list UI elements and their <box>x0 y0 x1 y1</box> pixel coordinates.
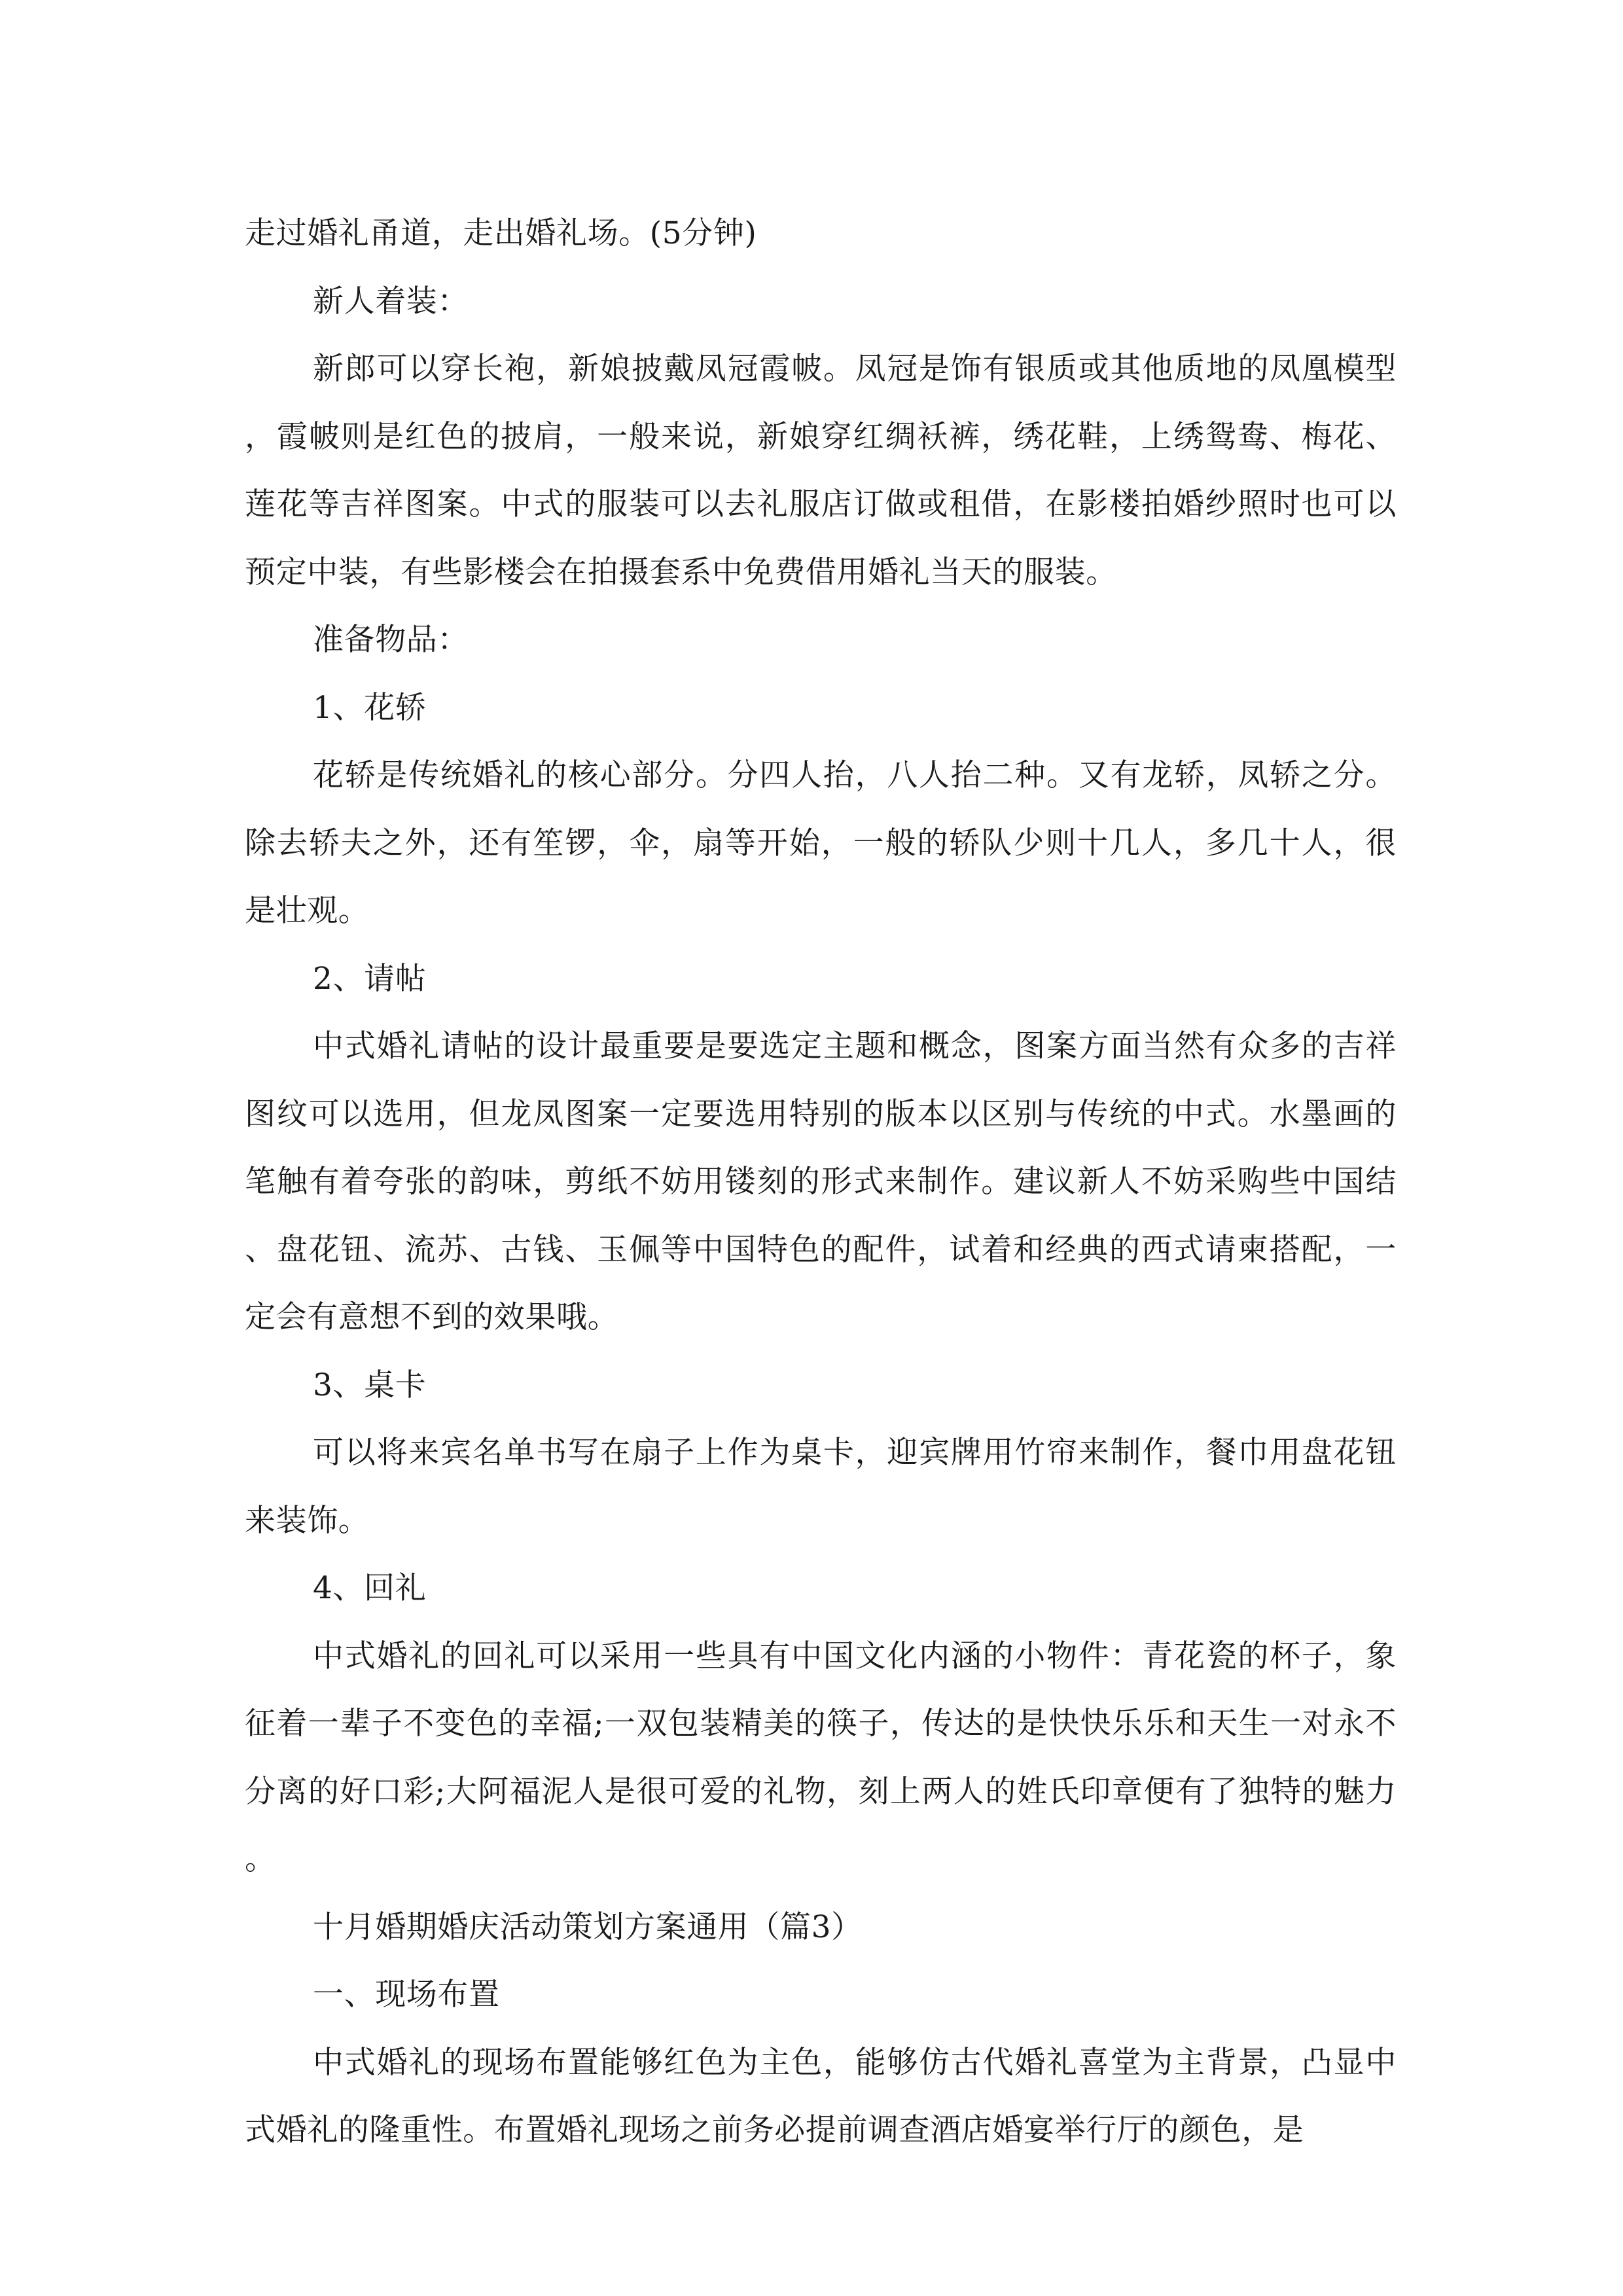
heading-invitation: 2、请帖 <box>313 960 427 997</box>
document-body <box>245 200 1397 2164</box>
paragraph-sedan: 花轿是传统婚礼的核心部分。分四人抬，八人抬二种。又有龙轿，凤轿之分。除去轿夫之外，还有笙锣，伞，扇等开始，一般的轿队少则十几人，多几十人，很是壮观。 <box>245 757 1397 929</box>
paragraph-venue-setup: 中式婚礼的现场布置能够红色为主色，能够仿古代婚礼喜堂为主背景，凸显中式婚礼的隆重性。布置婚礼现场之前务必提前调查酒店婚宴举行厅的颜色，是 <box>245 2044 1397 2148</box>
paragraph-return-gift: 中式婚礼的回礼可以采用一些具有中国文化内涵的小物件：青花瓷的杯子，象征着一辈子不变色的幸福;一双包装精美的筷子，传达的是快快乐乐和天生一对永不分离的好口彩;大阿福泥人是很可爱的礼物，刻上两人的姓氏印章便有了独特的魅力。 <box>245 1638 1397 1877</box>
heading-attire: 新人着装： <box>313 283 469 319</box>
heading-sedan: 1、花轿 <box>313 689 427 726</box>
heading-return-gift: 4、回礼 <box>313 1570 427 1606</box>
heading-table-card: 3、桌卡 <box>313 1367 427 1403</box>
paragraph-table-card: 可以将来宾名单书写在扇子上作为桌卡，迎宾牌用竹帘来制作，餐巾用盘花钮来装饰。 <box>245 1435 1397 1539</box>
paragraph-invitation: 中式婚礼请帖的设计最重要是要选定主题和概念，图案方面当然有众多的吉祥图纹可以选用，但龙凤图案一定要选用特别的版本以区别与传统的中式。水墨画的笔触有着夸张的韵味，剪纸不妨用镂刻的形式来制作。建议新人不妨采购些中国结、盘花钮、流苏、古钱、玉佩等中国特色的配件，试着和经典的西式请柬搭配，一定会有意想不到的效果哦。 <box>245 1028 1397 1335</box>
heading-venue-setup: 一、现场布置 <box>313 1977 500 2013</box>
paragraph-attire: 新郎可以穿长袍，新娘披戴凤冠霞帔。凤冠是饰有银质或其他质地的凤凰模型，霞帔则是红色的披肩，一般来说，新娘穿红绸袄裤，绣花鞋，上绣鸳鸯、梅花、莲花等吉祥图案。中式的服装可以去礼服店订做或租借，在影楼拍婚纱照时也可以预定中装，有些影楼会在拍摄套系中免费借用婚礼当天的服装。 <box>245 351 1397 590</box>
paragraph-continuation: 走过婚礼甬道，走出婚礼场。(5分钟) <box>245 215 757 251</box>
heading-items: 准备物品： <box>313 622 469 658</box>
section-title: 十月婚期婚庆活动策划方案通用（篇3） <box>313 1909 863 1945</box>
